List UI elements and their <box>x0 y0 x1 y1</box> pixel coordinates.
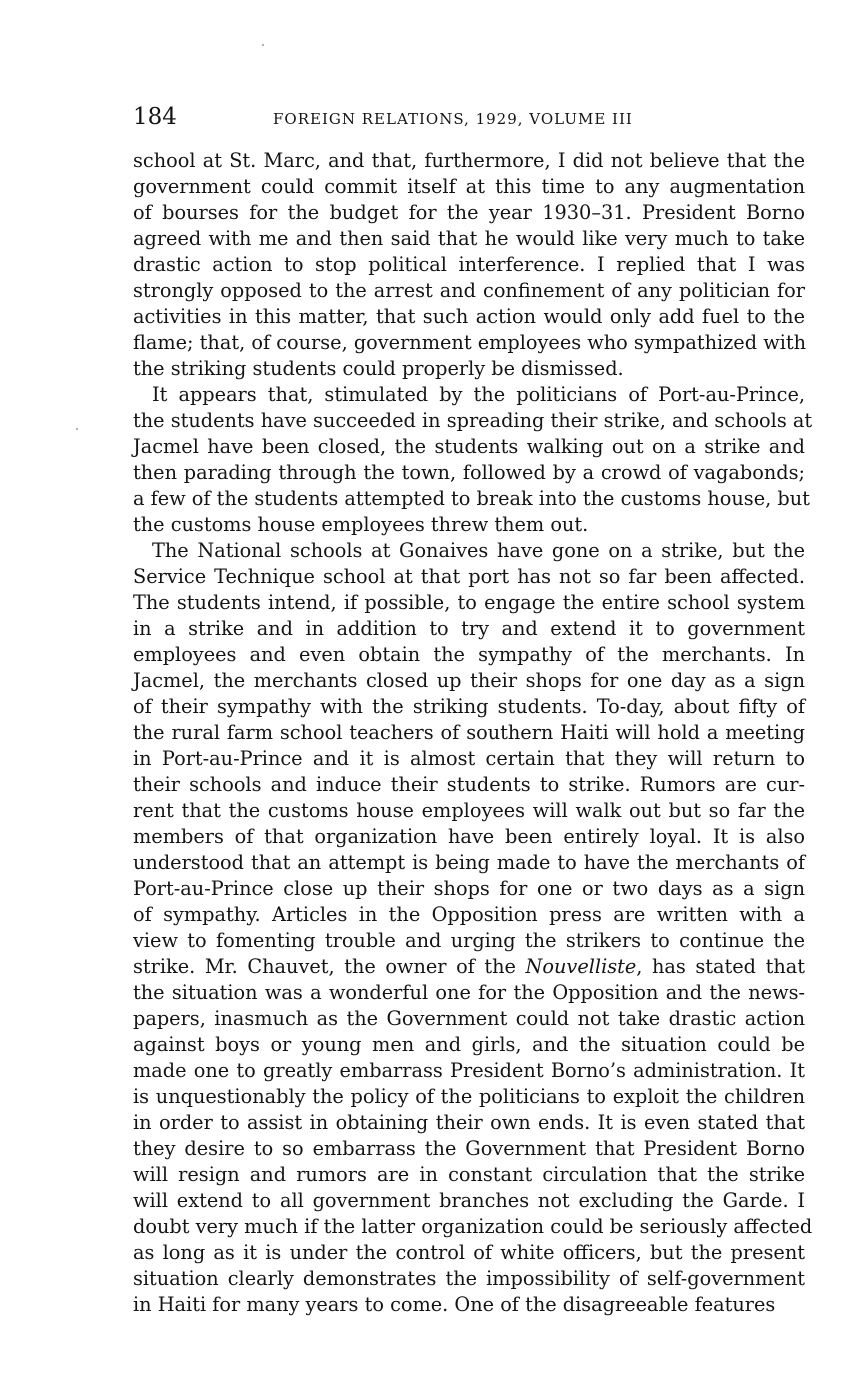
text-line: papers, inasmuch as the Government could not take drastic action <box>133 1007 805 1030</box>
text-line: in a strike and in addition to try and extend it to government <box>133 617 805 640</box>
text-line: will resign and rumors are in constant circulation that the strike <box>133 1163 805 1186</box>
text-line: Jacmel have been closed, the students walking out on a strike and <box>133 435 805 458</box>
text-line: employees and even obtain the sympathy of the merchants. In <box>133 643 805 666</box>
text-line: The National schools at Gonaives have gone on a strike, but the <box>152 539 805 562</box>
text-line: made one to greatly embarrass President Borno’s administration. It <box>133 1059 805 1082</box>
text-run: , has stated that <box>636 955 805 978</box>
text-line: agreed with me and then said that he would like very much to take <box>133 227 805 250</box>
text-line: in order to assist in obtaining their own ends. It is even stated that <box>133 1111 805 1134</box>
paragraph <box>133 538 813 1318</box>
text-line: strongly opposed to the arrest and confinement of any politician for <box>133 279 805 302</box>
page-number: 184 <box>133 104 177 130</box>
text-line: Service Technique school at that port has not so far been affected. <box>133 565 805 588</box>
text-line: of their sympathy with the striking students. To-day, about fifty of <box>133 695 805 718</box>
text-line: drastic action to stop political interference. I replied that I was <box>133 253 805 276</box>
text-line: will extend to all government branches not excluding the Garde. I <box>133 1189 805 1212</box>
text-line: members of that organization have been entirely loyal. It is also <box>133 825 805 848</box>
text-line: of bourses for the budget for the year 1930–31. President Borno <box>133 201 805 224</box>
text-line: their schools and induce their students to strike. Rumors are cur- <box>133 773 805 796</box>
scan-speck <box>262 44 264 46</box>
text-line: the customs house employees threw them out. <box>133 513 589 536</box>
text-line: Port-au-Prince close up their shops for one or two days as a sign <box>133 877 805 900</box>
text-line: government could commit itself at this time to any augmentation <box>133 175 805 198</box>
text-line: is unquestionably the policy of the politicians to exploit the children <box>133 1085 805 1108</box>
running-head: FOREIGN RELATIONS, 1929, VOLUME III <box>273 110 633 128</box>
text-line: view to fomenting trouble and urging the strikers to continue the <box>133 929 805 952</box>
text-line: the striking students could properly be dismissed. <box>133 357 624 380</box>
scan-speck <box>76 428 78 430</box>
text-line: in Haiti for many years to come. One of the disagreeable features <box>133 1293 776 1316</box>
text-run: strike. Mr. Chauvet, the owner of the <box>133 955 526 978</box>
paragraph <box>133 148 805 382</box>
text-line: in Port-au-Prince and it is almost certain that they will return to <box>133 747 805 770</box>
text-line: the situation was a wonderful one for the Opposition and the news- <box>133 981 805 1004</box>
italic-title: Nouvelliste <box>525 955 637 978</box>
paragraph <box>133 382 813 538</box>
text-line: Jacmel, the merchants closed up their shops for one day as a sign <box>133 669 805 692</box>
text-line: a few of the students attempted to break into the customs house, but <box>133 487 810 510</box>
text-line: rent that the customs house employees will walk out but so far the <box>133 799 805 822</box>
text-line: doubt very much if the latter organization could be seriously affected <box>133 1215 813 1238</box>
text-line: understood that an attempt is being made to have the merchants of <box>133 851 805 874</box>
text-line: school at St. Marc, and that, furthermore, I did not believe that the <box>133 149 805 172</box>
text-line: the rural farm school teachers of southern Haiti will hold a meeting <box>133 721 805 744</box>
text-line: situation clearly demonstrates the impossibility of self-government <box>133 1267 805 1290</box>
text-line: flame; that, of course, government employees who sympathized with <box>133 331 807 354</box>
page-header <box>133 102 805 138</box>
text-line: they desire to so embarrass the Government that President Borno <box>133 1137 805 1160</box>
text-line: as long as it is under the control of white officers, but the present <box>133 1241 805 1264</box>
body-text <box>133 148 813 1318</box>
text-line: of sympathy. Articles in the Opposition press are written with a <box>133 903 805 926</box>
text-line <box>133 954 805 980</box>
text-line: The students intend, if possible, to engage the entire school system <box>133 591 805 614</box>
text-line: It appears that, stimulated by the politicians of Port-au-Prince, <box>152 383 805 406</box>
text-line: then parading through the town, followed by a crowd of vagabonds; <box>133 461 805 484</box>
text-line: against boys or young men and girls, and the situation could be <box>133 1033 805 1056</box>
text-line: the students have succeeded in spreading their strike, and schools at <box>133 409 813 432</box>
text-line: activities in this matter, that such action would only add fuel to the <box>133 305 805 328</box>
